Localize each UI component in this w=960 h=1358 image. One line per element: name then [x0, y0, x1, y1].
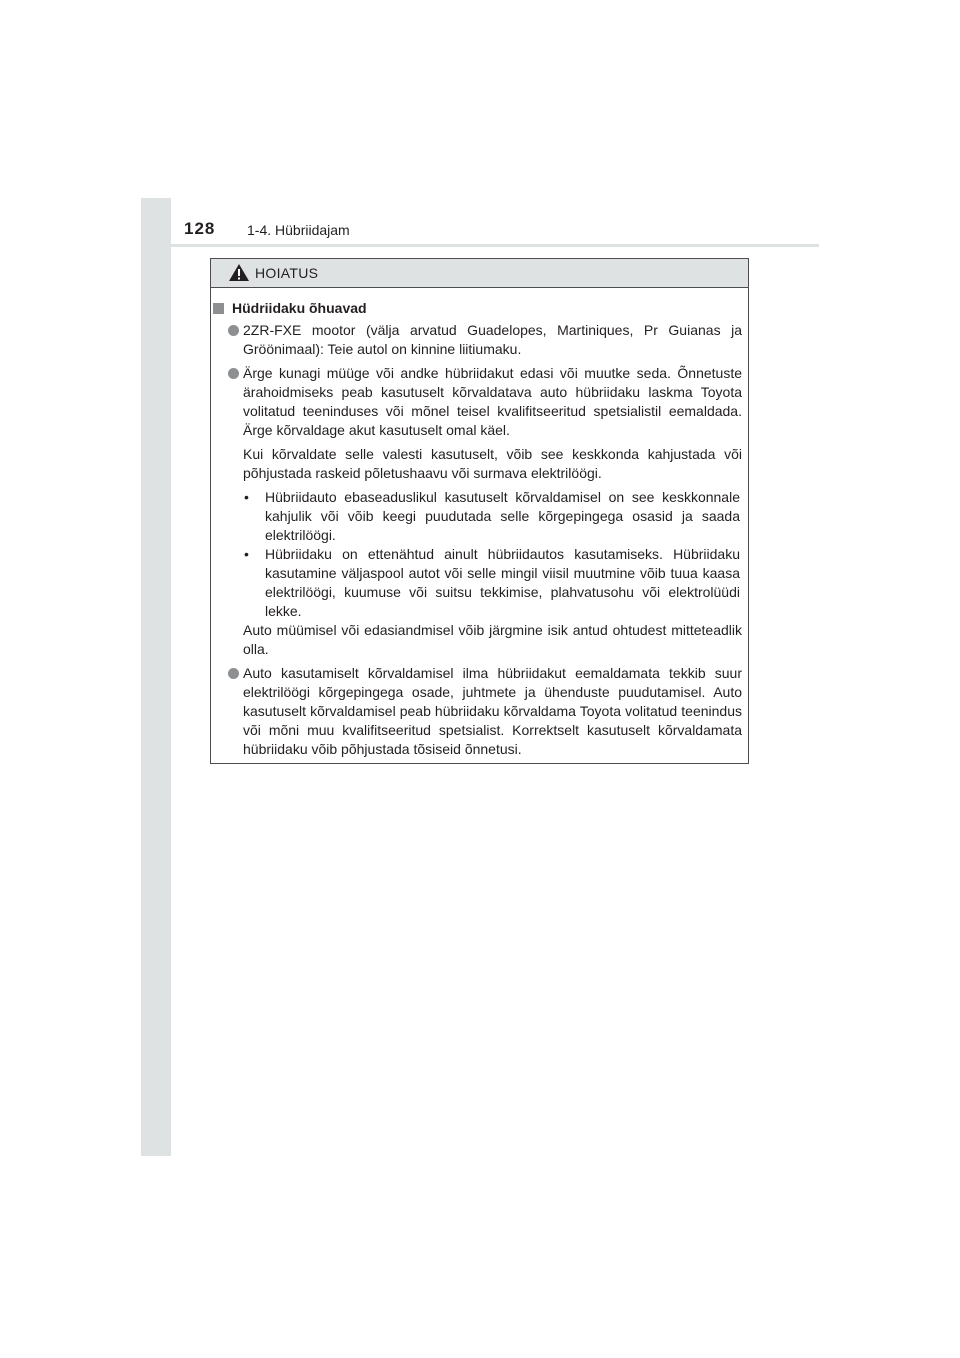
warning-label: HOIATUS	[255, 265, 319, 281]
bullet-item	[211, 488, 748, 545]
warning-triangle-icon	[228, 263, 250, 282]
circle-bullet-icon	[228, 668, 239, 679]
list-item	[211, 364, 748, 440]
bullet-text: Hübriidauto ebaseaduslikul kasutuselt kõrvaldamisel on see keskkonnale kahjulik või võib keegi puudutada selle kõrgepingega osasid ja saada elektrilöögi.	[265, 489, 740, 543]
square-bullet-icon	[213, 303, 224, 314]
bullet-dot-icon: •	[244, 546, 249, 562]
item-text: Ärge kunagi müüge või andke hübriidakut edasi või muutke seda. Õnnetuste ärahoidmiseks peab kasutuselt kõrvaldatava auto hübriidaku laskma Toyota volitatud teeninduses või mõnel teisel kvalifitseeritud spetsialistil eemaldada. Ärge kõrvaldage akut kasutuselt omal käel.	[243, 365, 742, 438]
warning-subheading	[211, 299, 748, 318]
list-item	[211, 321, 748, 359]
warning-body	[211, 299, 748, 764]
section-title: 1-4. Hübriidajam	[247, 222, 350, 238]
item-text: 2ZR-FXE mootor (välja arvatud Guadelopes, Martiniques, Pr Guianas ja Gröönimaal): Teie autol on kinnine liitiumaku.	[243, 322, 742, 357]
subheading-text: Hüdriidaku õhuavad	[232, 300, 367, 316]
paragraph: Kui kõrvaldate selle valesti kasutuselt, võib see keskkonda kahjustada või põhjustada raskeid põletushaavu või surmava elektrilöögi.	[243, 446, 742, 481]
circle-bullet-icon	[228, 368, 239, 379]
paragraph: Auto müümisel või edasiandmisel võib järgmine isik antud ohtudest mitteteadlik olla.	[243, 622, 742, 657]
circle-bullet-icon	[228, 325, 239, 336]
item-text: Auto kasutamiselt kõrvaldamisel ilma hübriidakut eemaldamata tekkib suur elektrilöögi kõrgepingega osade, juhtmete ja ühenduste puudutamisel. Auto kasutuselt kõrvaldamisel peab hübriidaku kõrvaldama Toyota volitatud teenindus või mõni muu kvalifitseeritud spetsialist. Korrektselt kasutuselt kõrvaldamata hübriidaku võib põhjustada tõsiseid õnnetusi.	[243, 665, 742, 757]
header-divider	[171, 244, 819, 247]
warning-header	[211, 259, 748, 288]
bullet-text: Hübriidaku on ettenähtud ainult hübriidautos kasutamiseks. Hübriidaku kasutamine väljaspool autot või selle mingil viisil muutmine võib tuua kaasa elektrilöögi, kuumuse või suitsu tekkimise, plahvatusohu või elektrolüüdi lekke.	[265, 546, 740, 619]
page-number: 128	[184, 219, 216, 238]
list-item	[211, 664, 748, 759]
bullet-item	[211, 545, 748, 621]
side-tab-band	[141, 198, 171, 1156]
bullet-dot-icon: •	[244, 489, 249, 505]
warning-box	[210, 258, 749, 764]
